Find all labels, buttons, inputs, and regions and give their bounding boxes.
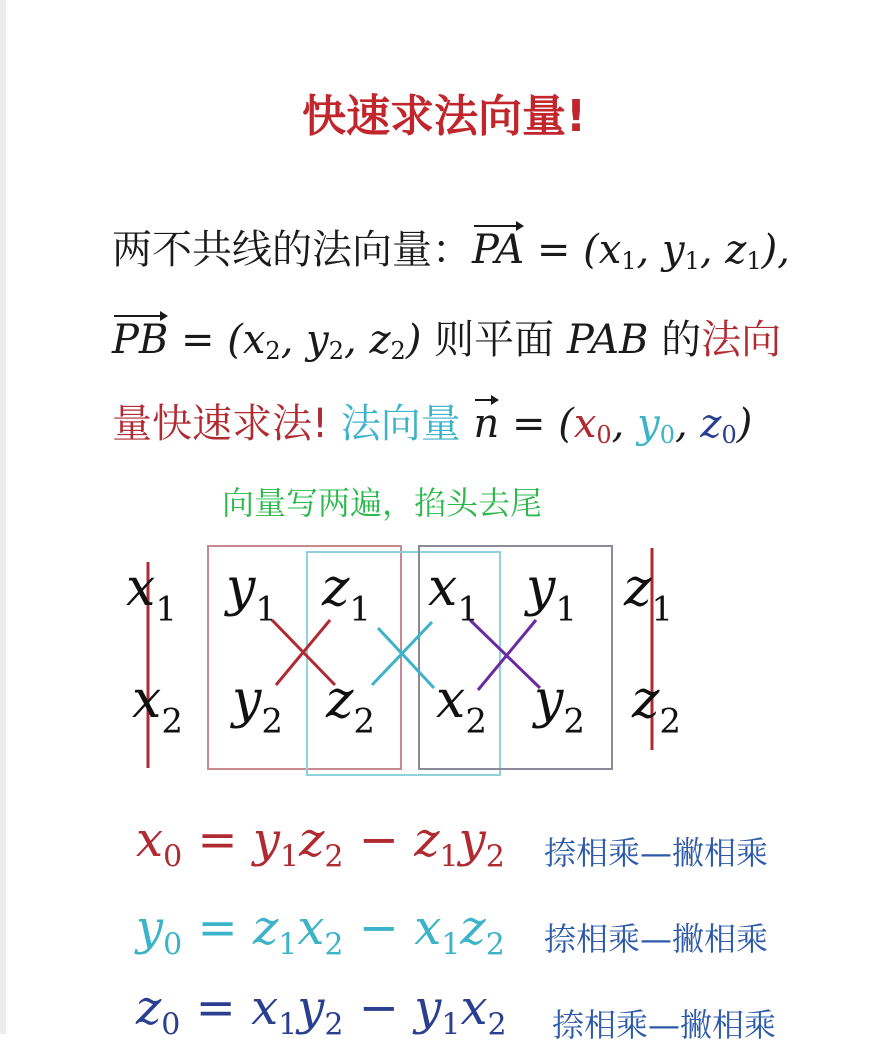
letter: x: [132, 670, 162, 730]
grid-x1-left: [126, 558, 177, 629]
page-title: 快速求法向量!: [301, 91, 587, 142]
lhs: z: [136, 980, 162, 1036]
sub: 2: [324, 927, 344, 963]
line2-y: , y: [280, 317, 329, 363]
letter: y: [534, 670, 564, 730]
sub: 2: [265, 337, 281, 365]
grid-y1: [226, 558, 277, 629]
lhs: x: [136, 812, 164, 868]
line2-eq: = (x: [168, 317, 266, 363]
sub: 2: [324, 1007, 344, 1043]
d: y: [458, 812, 486, 868]
letter: z: [326, 670, 354, 730]
sub: 2: [485, 927, 505, 963]
letter: y: [526, 558, 556, 618]
line2-plain: 则平面: [421, 317, 567, 363]
text-line-1: [112, 218, 790, 275]
sub: 1: [280, 839, 300, 875]
sub: 1: [651, 589, 674, 630]
b: y: [297, 980, 325, 1036]
sub: 1: [441, 1007, 461, 1043]
b: x: [297, 900, 325, 956]
text-line-2: [112, 308, 781, 365]
formula-z0-note: 捺相乘—撇相乘: [552, 1006, 777, 1044]
sub: 1: [155, 589, 177, 630]
cross-red-b: [276, 620, 330, 685]
sub: 2: [328, 337, 345, 365]
c: y: [414, 980, 442, 1036]
comma: ,: [611, 401, 638, 447]
minus: −: [343, 980, 415, 1036]
cross-cyan-b: [378, 628, 434, 688]
sub: 0: [721, 421, 737, 449]
line3-z0: [700, 401, 736, 447]
lhs: y: [136, 900, 164, 956]
sub: 2: [659, 701, 682, 742]
c: x: [414, 900, 442, 956]
minus: −: [343, 812, 415, 868]
letter: x: [436, 670, 466, 730]
line2-z: , z: [344, 317, 391, 363]
sub: 2: [261, 701, 284, 742]
line3-x0: [574, 401, 612, 447]
minus: −: [343, 900, 415, 956]
letter: x: [126, 558, 156, 618]
formula-x0: [136, 812, 505, 875]
formula-z0: [136, 980, 507, 1043]
d: z: [460, 900, 486, 956]
sub: 2: [161, 701, 183, 742]
sub: 2: [390, 337, 406, 365]
sub: 1: [457, 589, 479, 630]
equals: =: [182, 812, 253, 868]
line2-de: 的: [648, 317, 702, 363]
grid-x2-right: [436, 670, 487, 741]
sub: 1: [278, 927, 298, 963]
letter: y: [232, 670, 262, 730]
sub: 1: [555, 589, 578, 630]
line3-cyan: 法向量: [328, 401, 474, 447]
line3-eq: = (: [499, 401, 574, 447]
line3-red: 量快速求法!: [112, 401, 329, 447]
grid-z1-right: [624, 558, 673, 629]
left-edge-strip: [0, 0, 6, 1034]
equals: =: [180, 980, 252, 1036]
sub: 2: [485, 839, 505, 875]
letter: x: [428, 558, 458, 618]
line1-end: ),: [761, 227, 790, 273]
sub: 2: [465, 701, 487, 742]
d: x: [460, 980, 488, 1036]
hint-text: 向量写两遍，掐头去尾: [222, 484, 543, 522]
sub: 2: [487, 1007, 507, 1043]
line3-y0: [637, 401, 675, 447]
grid-y2: [232, 670, 283, 741]
line1-eq: = (x: [524, 227, 622, 273]
sub: 1: [349, 589, 372, 630]
x: x: [573, 401, 597, 447]
vector-pa: PA: [472, 227, 525, 273]
sub: 1: [439, 839, 459, 875]
b: z: [299, 812, 325, 868]
sub: 0: [163, 839, 183, 875]
a: x: [251, 980, 279, 1036]
sub: 1: [684, 247, 700, 275]
grid-y1-right: [526, 558, 577, 629]
sub: 1: [255, 589, 278, 630]
comma: ,: [674, 401, 701, 447]
sub: 1: [621, 247, 637, 275]
sub: 1: [746, 247, 762, 275]
sub: 2: [353, 701, 376, 742]
sub: 2: [563, 701, 586, 742]
letter: y: [226, 558, 256, 618]
sub: 1: [441, 927, 461, 963]
z: z: [700, 401, 722, 447]
sub: 0: [659, 421, 675, 449]
sub: 1: [278, 1007, 298, 1043]
line2-red: 法向: [701, 317, 782, 363]
vector-pb: PB: [112, 317, 169, 363]
sub: 0: [163, 927, 183, 963]
y: y: [637, 401, 660, 447]
letter: z: [632, 670, 660, 730]
text-line-3: [112, 392, 752, 449]
formula-y0-note: 捺相乘—撇相乘: [544, 920, 769, 958]
letter: z: [624, 558, 652, 618]
equals: =: [182, 900, 253, 956]
grid-z2: [326, 670, 375, 741]
letter: z: [322, 558, 350, 618]
sub: 0: [161, 1007, 181, 1043]
formula-x0-note: 捺相乘—撇相乘: [544, 834, 769, 872]
line2-end: ): [405, 317, 422, 363]
grid-x2-left: [132, 670, 183, 741]
grid-y2-right: [534, 670, 585, 741]
formula-y0: [136, 900, 505, 963]
c: z: [414, 812, 440, 868]
sub: 0: [596, 421, 612, 449]
a: y: [252, 812, 281, 868]
line3-end: ): [736, 401, 753, 447]
plane-name: PAB: [566, 317, 649, 363]
grid-z1: [322, 558, 371, 629]
sub: 2: [324, 839, 344, 875]
a: z: [252, 900, 279, 956]
line1-y: , y: [636, 227, 685, 273]
line1-label: 两不共线的法向量：: [112, 227, 472, 273]
grid-z2-right: [632, 670, 681, 741]
vector-n: n: [473, 401, 500, 447]
grid-x1-right: [428, 558, 479, 629]
line1-z: , z: [699, 227, 747, 273]
